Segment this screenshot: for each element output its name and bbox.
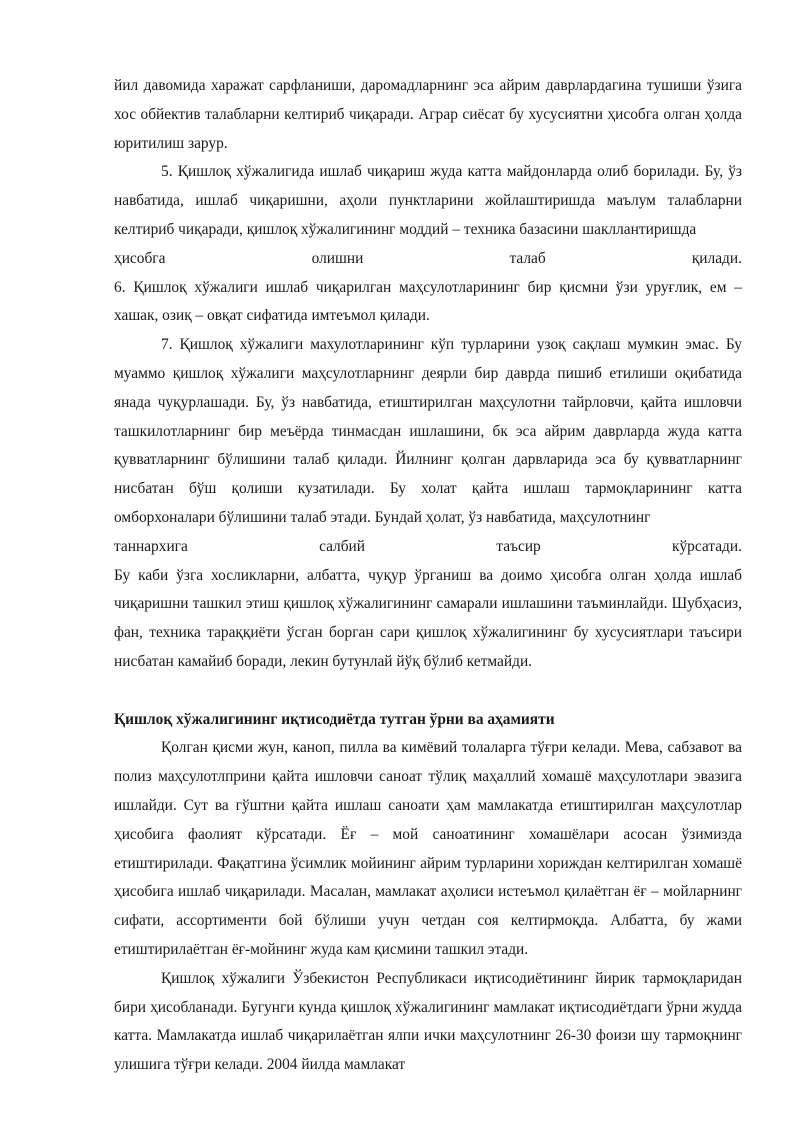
paragraph-point-7: 7. Қишлоқ хўжалиги махулотларининг кўп турларини узоқ сақлаш мумкин эмас. Бу муаммо қишлоқ хўжалиги маҳсулотларнинг деярли бир даврда пишиб етилиши оқибатида янада чуқурлашади. Бу, ўз навбатида, етиштирилган маҳсулотни тайрловчи, қайта ишловчи ташкилотларнинг бир меъёрда тинмасдан ишлашини, бк эса айрим даврларда жуда катта қувватларнинг бўлишини талаб қилади. Йилнинг қолган дарвларида эса бу қувватларнинг нисбатан бўш қолиши кузатилади. Бу холат қайта ишлаш тармоқларининг катта омборхоналари бўлишини талаб этади. Бундай ҳолат, ўз навбатида, маҳсулотнинг bbox=[114, 336, 742, 526]
paragraph-point-6: 6. Қишлоқ хўжалиги ишлаб чиқарилган маҳсулотларининг бир қисмни ўзи уруғлик, ем – хашак, озиқ – овқат сифатида имтеъмол қилади. bbox=[114, 278, 742, 325]
paragraph-point-5: 5. Қишлоқ хўжалигида ишлаб чиқариш жуда катта майдонларда олиб борилади. Бу, ўз навбатида, ишлаб чиқаришни, аҳоли пунктларини жойлаштиришда маълум талабларни келтириб чиқаради, қишлоқ хўжалигининг моддий – техника базасини шакллантиришда bbox=[114, 163, 742, 238]
paragraph-conclusion: Бу каби ўзга хосликларни, албатта, чуқур ўрганиш ва доимо ҳисобга олган ҳолда ишлаб чиқаришни ташкил этиш қишлоқ хўжалигининг самарали ишлашини таъминлайди. Шубҳасиз, фан, техника тараққиёти ўсган борган сари қишлоқ хўжалигининг бу хусусиятлари таъсири нисбатан камайиб боради, лекин бутунлай йўқ бўлиб кетмайди. bbox=[114, 566, 742, 670]
word: қилади. bbox=[691, 249, 742, 267]
word: таннархига bbox=[114, 537, 188, 555]
paragraph-section-2: Қишлоқ хўжалиги Ўзбекистон Республикаси иқтисодиётининг йирик тармоқларидан бири ҳисобланади. Бугунги кунда қишлоқ хўжалигининг мамлакат иқтисодиётдаги ўрни жудда катта. Мамлакатда ишлаб чиқарилаётган ялпи ички маҳсулотнинг 26-30 фоизи шу тармоқнинг улишига тўғри келади. 2004 йилда мамлакат bbox=[114, 969, 742, 1074]
paragraph-point-7-last-line bbox=[114, 533, 742, 562]
word: таъсир bbox=[496, 537, 541, 555]
document-page bbox=[114, 72, 742, 1080]
paragraph-point-5-last-line bbox=[114, 245, 742, 274]
word: талаб bbox=[509, 249, 546, 267]
word: олишни bbox=[311, 249, 364, 267]
paragraph-section-1: Қолган қисми жун, каноп, пилла ва кимёвий толаларга тўғри келади. Мева, сабзавот ва полиз маҳсулотлприни қайта ишловчи саноат тўлиқ маҳаллий хомашё маҳсулотлари эвазига ишлайди. Сут ва гўштни қайта ишлаш саноати ҳам мамлакатда етиштирилган маҳсулотлар ҳисобига фаолият кўрсатади. Ёғ – мой саноатининг хомашёлари асосан ўзимизда етиштирилади. Фақатгина ўсимлик мойининг айрим турларини хориждан келтирилган хомашё ҳисобига ишлаб чиқарилади. Масалан, мамлакат аҳолиси истеъмол қилаётган ёғ – мойларнинг сифати, ассортименти бой бўлиши учун четдан соя келтирмоқда. Албатта, бу жами етиштирилаётган ёғ-мойнинг жуда кам қисмини ташкил этади. bbox=[114, 739, 742, 958]
word: салбий bbox=[319, 537, 366, 555]
word: ҳисобга bbox=[114, 249, 166, 267]
paragraph-1: йил давомида харажат сарфланиши, даромадларнинг эса айрим даврлардагина тушиши ўзига хос обйектив талабларни келтириб чиқаради. Аграр сиёсат бу хусусиятни ҳисобга олган ҳолда юритилиш зарур. bbox=[114, 77, 742, 152]
word: кўрсатади. bbox=[671, 537, 742, 555]
section-heading: Қишлоқ хўжалигининг иқтисодиётда тутган ўрни ва аҳамияти bbox=[114, 710, 555, 728]
